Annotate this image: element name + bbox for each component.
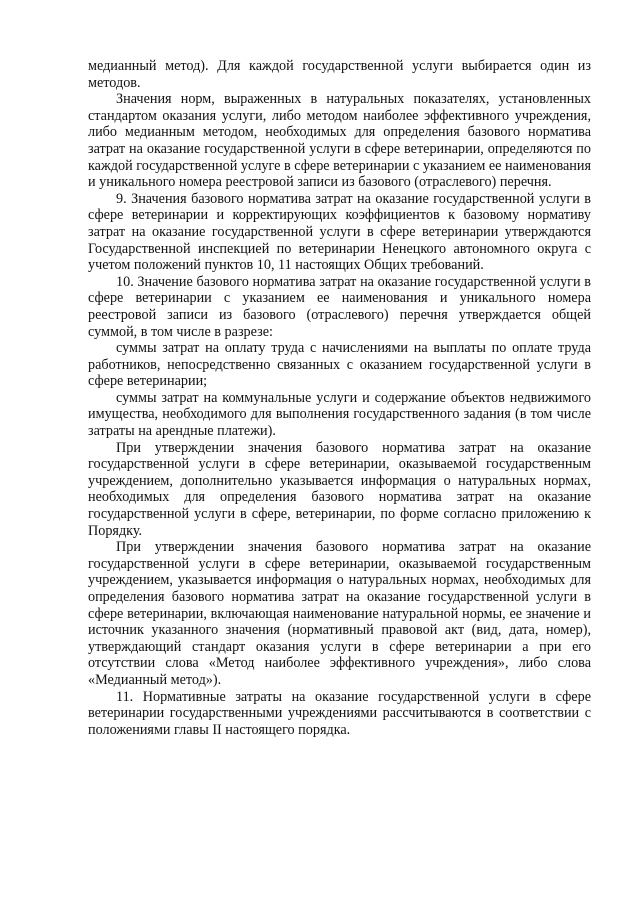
document-page [88,58,591,738]
paragraph-item-9: 9. Значения базового норматива затрат на оказание государственной услуги в сфере ветеринарии и корректирующих коэффициентов к базовому нормативу затрат на оказание государственной услуги в сфере ветеринарии утверждаются Государственной инспекцией по ветеринарии Ненецкого автономного округа с учетом положений пунктов 10, 11 настоящих Общих требований. [88,190,591,274]
paragraph-approval-natural-norms-info: При утверждении значения базового норматива затрат на оказание государственной услуги в сфере ветеринарии, оказываемой государственным учреждением, указывается информация о натуральных нормах, необходимых для определения базового норматива затрат на оказание государственной услуги в сфере ветеринарии, включающая наименование натуральной нормы, ее значение и источник указанного значения (нормативный правовой акт (вид, дата, номер), утверждающий стандарт оказания услуги в сфере ветеринарии а при его отсутствии слова «Метод наиболее эффективного учреждения», либо слова «Медианный метод»). [88,539,591,688]
paragraph-item-10: 10. Значение базового норматива затрат на оказание государственной услуги в сфере ветеринарии с указанием ее наименования и уникального номера реестровой записи из базового (отраслевого) перечня утверждается общей суммой, в том числе в разрезе: [88,273,591,340]
paragraph-approval-additional-info: При утверждении значения базового норматива затрат на оказание государственной услуги в сфере ветеринарии, оказываемой государственным учреждением, дополнительно указывается информация о натуральных нормах, необходимых для определения базового норматива затрат на оказание государственной услуги в сфере, ветеринарии, по форме согласно приложению к Порядку. [88,439,591,539]
paragraph-utility-costs: суммы затрат на коммунальные услуги и содержание объектов недвижимого имущества, необходимого для выполнения государственного задания (в том числе затраты на арендные платежи). [88,389,591,440]
paragraph-item-11: 11. Нормативные затраты на оказание государственной услуги в сфере ветеринарии государственными учреждениями рассчитываются в соответствии с положениями главы II настоящего порядка. [88,688,591,738]
paragraph-natural-norms: Значения норм, выраженных в натуральных показателях, установленных стандартом оказания услуги, либо методом наиболее эффективного учреждения, либо медианным методом, необходимых для определения базового норматива затрат на оказание государственной услуги в сфере ветеринарии, определяются по каждой государственной услуге в сфере ветеринарии с указанием ее наименования и уникального номера реестровой записи из базового (отраслевого) перечня. [88,91,591,191]
paragraph-labor-costs: суммы затрат на оплату труда с начислениями на выплаты по оплате труда работников, непосредственно связанных с оказанием государственной услуги в сфере ветеринарии; [88,340,591,390]
paragraph-method-choice: медианный метод). Для каждой государственной услуги выбирается один из методов. [88,58,591,91]
